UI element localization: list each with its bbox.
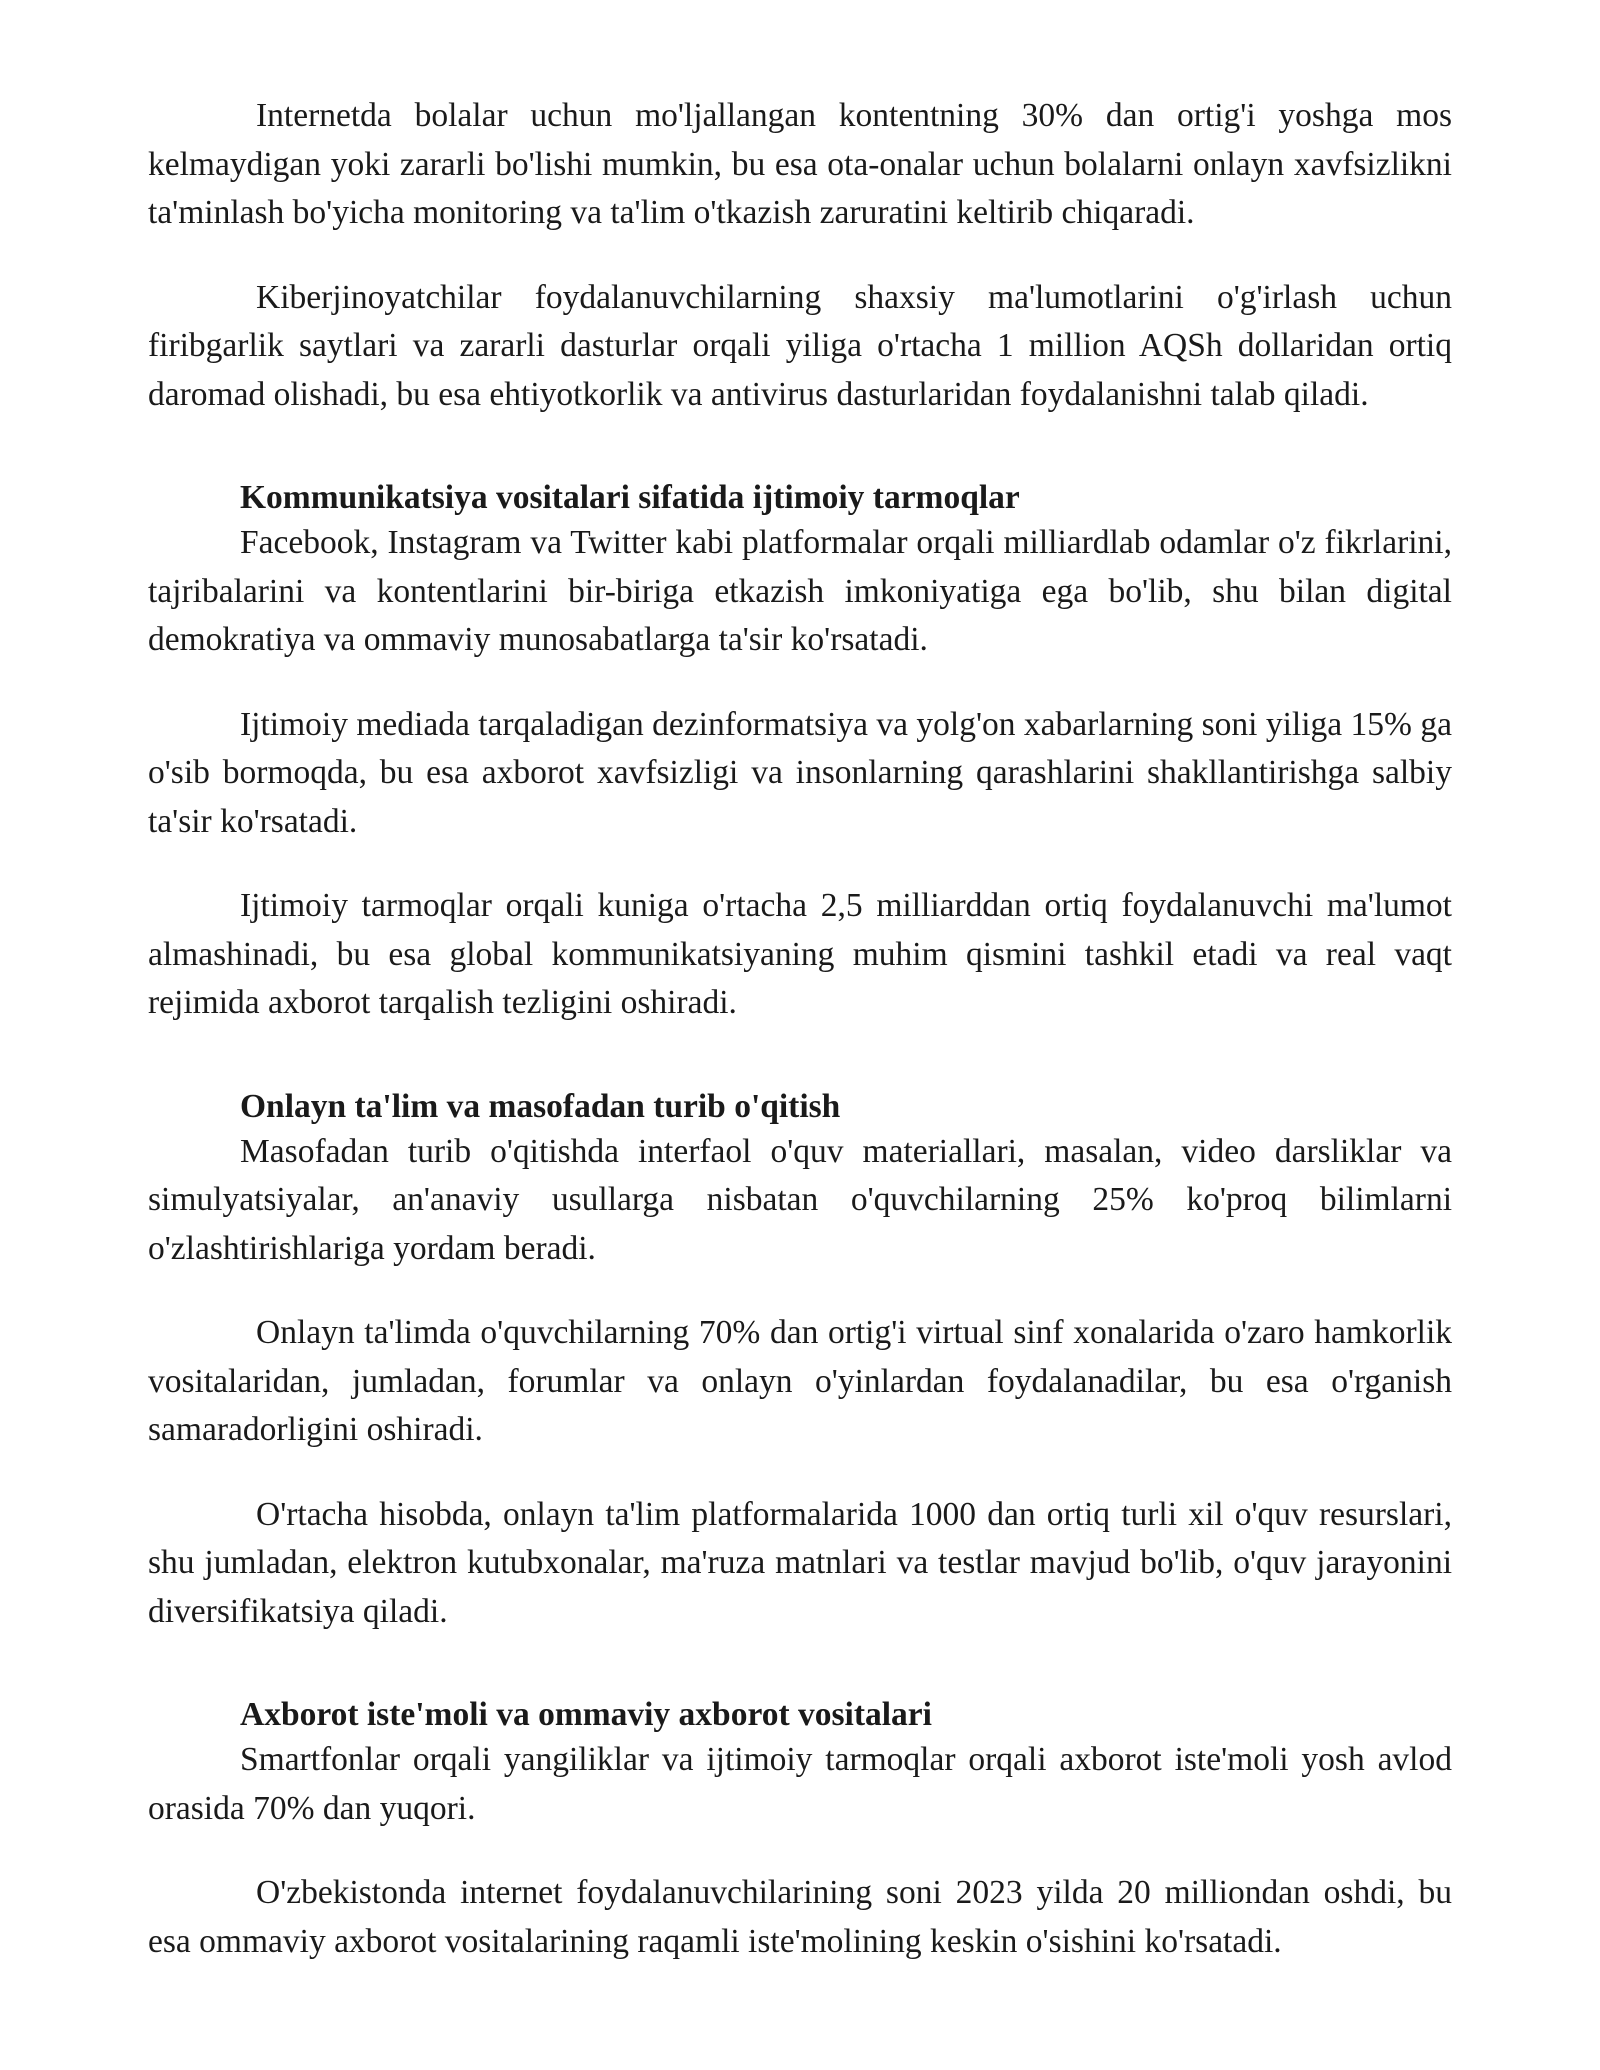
paragraph: Ijtimoiy mediada tarqaladigan dezinformatsiya va yolg'on xabarlarning soni yiliga 15% ga o'sib bormoqda, bu esa axborot xavfsizligi va insonlarning qarashlarini shakllantirishga salbiy ta'sir ko'rsatadi. — [148, 705, 1452, 840]
document-page — [148, 92, 1452, 1966]
paragraph: Kiberjinoyatchilar foydalanuvchilarning shaxsiy ma'lumotlarini o'g'irlash uchun firibgarlik saytlari va zararli dasturlar orqali yiliga o'rtacha 1 million AQSh dollaridan ortiq daromad olishadi, bu esa ehtiyotkorlik va antivirus dasturlaridan foydalanishni talab qiladi. — [148, 278, 1452, 413]
paragraph-gap — [148, 1273, 1452, 1309]
paragraph: Onlayn ta'limda o'quvchilarning 70% dan ortig'i virtual sinf xonalarida o'zaro hamkorlik vositalaridan, jumladan, forumlar va onlayn o'yinlardan foydalanadilar, bu esa o'rganish samaradorligini oshiradi. — [148, 1314, 1452, 1448]
paragraph-gap — [148, 1833, 1452, 1869]
paragraph: Ijtimoiy tarmoqlar orqali kuniga o'rtacha 2,5 milliarddan ortiq foydalanuvchi ma'lumot almashinadi, bu esa global kommunikatsiyaning muhim qismini tashkil etadi va real vaqt rejimida axborot tarqalish tezligini oshiradi. — [148, 887, 1452, 1021]
paragraph: Masofadan turib o'qitishda interfaol o'quv materiallari, masalan, video darsliklar va simulyatsiyalar, an'anaviy usullarga nisbatan o'quvchilarning 25% ko'proq bilimlarni o'zlashtirishlariga yordam beradi. — [148, 1132, 1452, 1267]
paragraph: Internetda bolalar uchun mo'ljallangan kontentning 30% dan ortig'i yoshga mos kelmaydigan yoki zararli bo'lishi mumkin, bu esa ota-onalar uchun bolalarni onlayn xavfsizlikni ta'minlash bo'yicha monitoring va ta'lim o'tkazish zaruratini keltirib chiqaradi. — [148, 97, 1452, 231]
section-gap — [148, 419, 1452, 477]
paragraph: O'rtacha hisobda, onlayn ta'lim platformalarida 1000 dan ortiq turli xil o'quv resurslari, shu jumladan, elektron kutubxonalar, ma'ruza matnlari va testlar mavjud bo'lib, o'quv jarayonini diversifikatsiya qiladi. — [148, 1495, 1452, 1630]
paragraph-gap — [148, 846, 1452, 882]
section-heading: Axborot iste'moli va ommaviy axborot vositalari — [240, 1696, 932, 1733]
paragraph: Facebook, Instagram va Twitter kabi platformalar orqali milliardlab odamlar o'z fikrlarini, tajribalarini va kontentlarini bir-biriga etkazish imkoniyatiga ega bo'lib, shu bilan digital demokratiya va ommaviy munosabatlarga ta'sir ko'rsatadi. — [148, 524, 1452, 658]
section-heading: Kommunikatsiya vositalari sifatida ijtimoiy tarmoqlar — [240, 479, 1020, 516]
paragraph: Smartfonlar orqali yangiliklar va ijtimoiy tarmoqlar orqali axborot iste'moli yosh avlod orasida 70% dan yuqori. — [148, 1741, 1452, 1827]
section-heading: Onlayn ta'lim va masofadan turib o'qitish — [240, 1087, 841, 1125]
paragraph: O'zbekistonda internet foydalanuvchilarining soni 2023 yilda 20 milliondan oshdi, bu esa ommaviy axborot vositalarining raqamli iste'molining keskin o'sishini ko'rsatadi. — [148, 1874, 1452, 1960]
paragraph-gap — [148, 665, 1452, 701]
section-gap — [148, 1028, 1452, 1086]
paragraph-gap — [148, 1455, 1452, 1491]
section-gap — [148, 1636, 1452, 1694]
paragraph-gap — [148, 238, 1452, 274]
